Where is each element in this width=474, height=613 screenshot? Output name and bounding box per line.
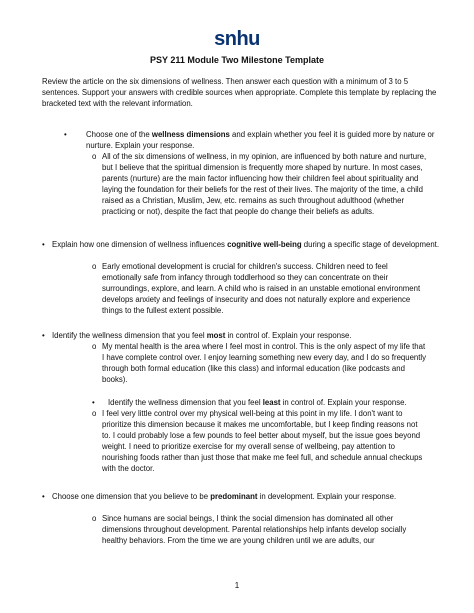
bullet-icon: • (42, 331, 45, 340)
sub-bullet-icon: o (92, 514, 97, 523)
page-title: PSY 211 Module Two Milestone Template (149, 55, 325, 65)
sub-bullet-icon: o (92, 409, 97, 418)
answer-2-text: Early emotional development is crucial for children's success. Children need to feel emotionally safe from infancy through toddlerhood so they can concentrate on their surroundings, explore, and learn. A child who is raised in an unstable emotional environment develops anxiety and feelings of insecurity and does not naturally explore and experience things to the fullest extent possible. (102, 262, 421, 315)
logo-text: snhu (214, 28, 260, 50)
sub-bullet-icon: o (92, 262, 97, 271)
answer-1-text: All of the six dimensions of wellness, in my opinion, are influenced by both nature and nurture, but I believe that the spiritual dimension is frequently more shaped by nurture. In most cases, parents (nurture) are the main factor influencing how their children feel about spirituality and laying the foundation for their beliefs for the rest of their lives. The majority of the time, a child raised as a Christian, Muslim, Jew, etc. remains as such throughout adulthood (whether practicing or not), despite the fact that people do change their beliefs as adults. (102, 152, 427, 216)
sub-bullet-icon: o (92, 152, 97, 161)
bullet-icon: • (92, 398, 95, 407)
question-4-text: Identify the wellness dimension that you feel least in control of. Explain your response. (108, 398, 407, 407)
page-number: 1 (234, 581, 240, 590)
answer-5-text: Since humans are social beings, I think the social dimension has dominated all other dimensions throughout development. Parental relationships help infants develop socially healthy behaviors. From the time we are young children until we are adults, our (102, 514, 407, 545)
bullet-icon: • (42, 240, 45, 249)
question-5-text: Choose one dimension that you believe to be predominant in development. Explain your response. (52, 492, 397, 501)
answer-3-text: My mental health is the area where I feel most in control. This is the only aspect of my life that I have complete control over. I enjoy learning something new every day, and I do so frequently through both formal education (like this class) and informal education (like podcasts and books). (102, 342, 427, 384)
intro-paragraph: Review the article on the six dimensions of wellness. Then answer each question with a minimum of 3 to 5 sentences. Support your answers with credible sources when appropriate. Complete this template by replacing the bracketed text with the relevant information. (42, 77, 437, 108)
answer-4-text: I feel very little control over my physical well-being at this point in my life. I don't want to prioritize this dimension because it makes me uncomfortable, but I keep finding reasons not to. I could probably lose a few pounds to feel better about myself, but the issue goes beyond weight. I need to prioritize exercise for my overall sense of wellbeing, pay attention to nourishing foods rather than just those that make me feel full, and schedule annual checkups with the doctor. (102, 409, 423, 473)
snhu-logo (0, 28, 474, 51)
bullet-icon: • (64, 130, 67, 139)
question-2-text: Explain how one dimension of wellness influences cognitive well-being during a specific stage of development. (52, 240, 440, 249)
question-1-text: Choose one of the wellness dimensions and explain whether you feel it is guided more by nature or nurture. Explain your response. (86, 130, 435, 150)
question-3-text: Identify the wellness dimension that you feel most in control of. Explain your response. (52, 331, 352, 340)
bullet-icon: • (42, 492, 45, 501)
sub-bullet-icon: o (92, 342, 97, 351)
